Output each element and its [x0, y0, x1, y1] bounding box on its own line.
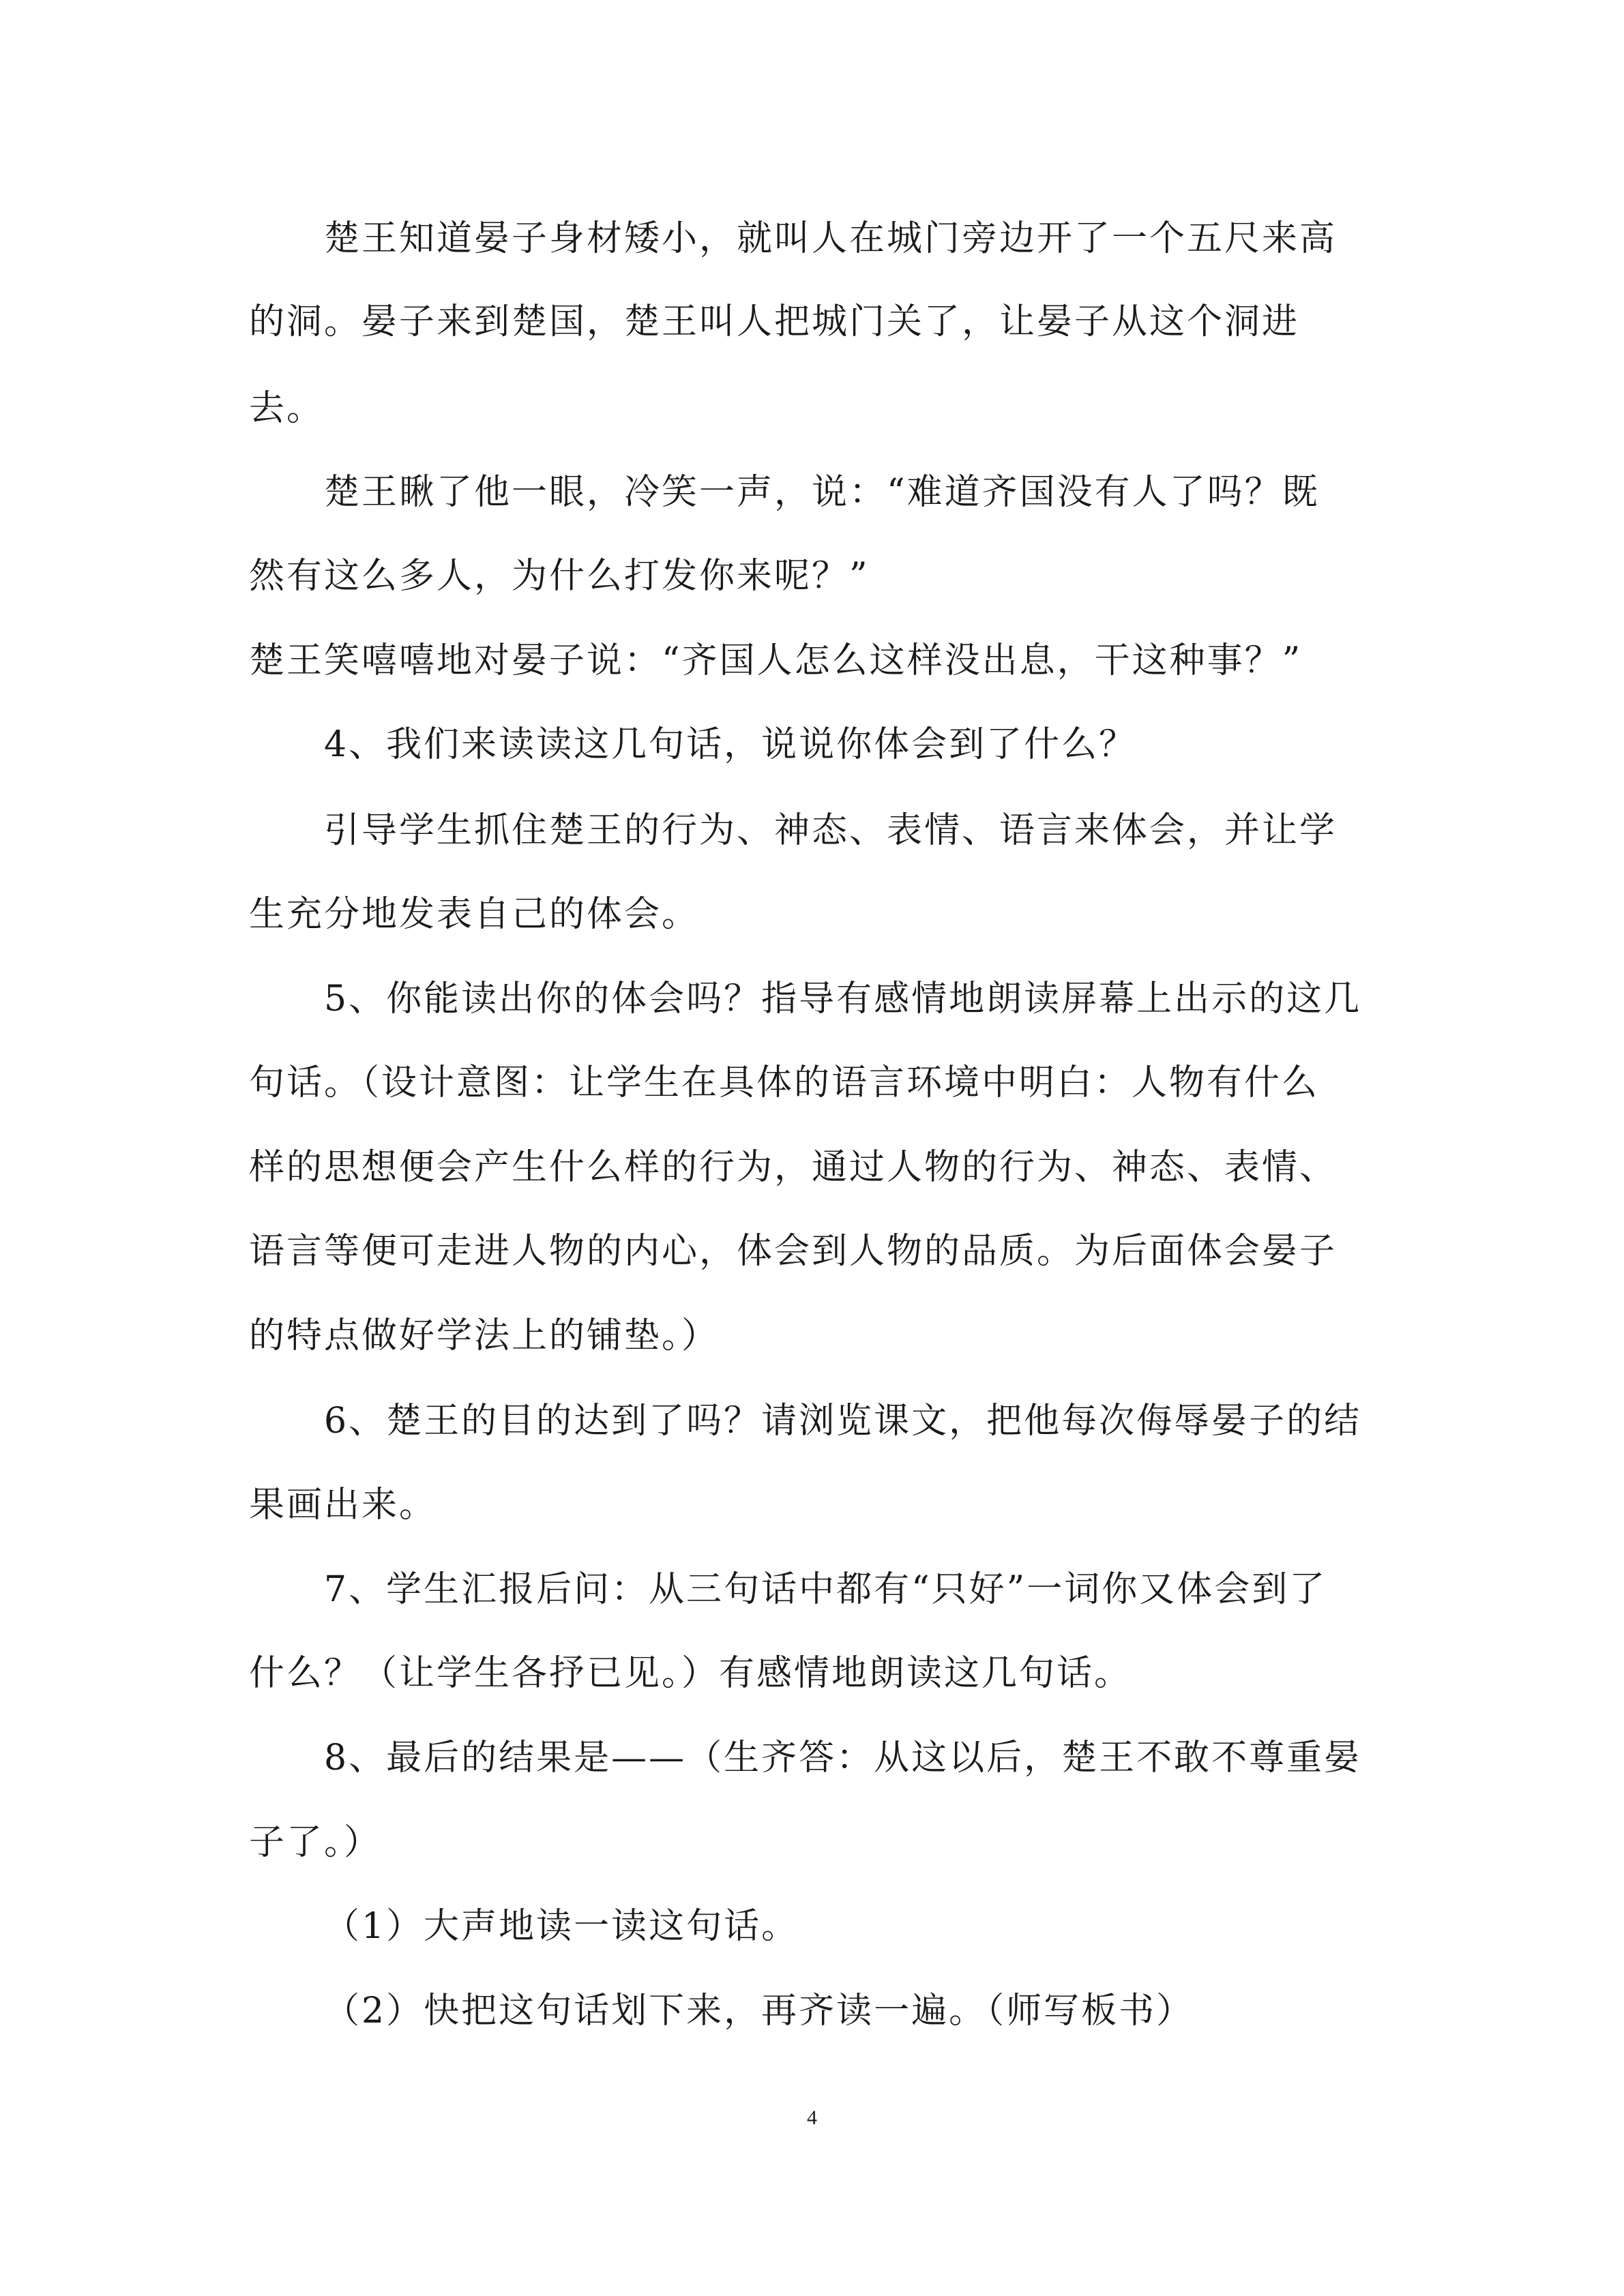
paragraph-line: 果画出来。 — [249, 1485, 437, 1525]
paragraph-line: 然有这么多人，为什么打发你来呢？” — [249, 556, 870, 597]
paragraph-line: 7、学生汇报后问：从三句话中都有“只好”一词你又体会到了 — [324, 1569, 1327, 1610]
paragraph-line: 句话。（设计意图：让学生在具体的语言环境中明白：人物有什么 — [249, 1062, 1320, 1103]
paragraph-line: 楚王瞅了他一眼，冷笑一声，说：“难道齐国没有人了吗？既 — [324, 472, 1320, 513]
paragraph-line: （1）大声地读一读这句话。 — [324, 1906, 799, 1947]
paragraph-line: 楚王笑嘻嘻地对晏子说：“齐国人怎么这样没出息，干这种事？” — [249, 640, 1303, 681]
paragraph-line: 去。 — [249, 388, 325, 429]
paragraph-line: 5、你能读出你的体会吗？指导有感情地朗读屏幕上出示的这几 — [324, 979, 1362, 1019]
paragraph-line: 4、我们来读读这几句话，说说你体会到了什么？ — [324, 724, 1137, 765]
paragraph-line: 楚王知道晏子身材矮小，就叫人在城门旁边开了一个五尺来高 — [324, 218, 1338, 259]
paragraph-line: 8、最后的结果是——（生齐答：从这以后，楚王不敢不尊重晏 — [324, 1738, 1362, 1778]
paragraph-line: 语言等便可走进人物的内心，体会到人物的品质。为后面体会晏子 — [249, 1231, 1338, 1272]
paragraph-line: 样的思想便会产生什么样的行为，通过人物的行为、神态、表情、 — [249, 1147, 1338, 1188]
paragraph-line: 生充分地发表自己的体会。 — [249, 894, 700, 935]
paragraph-line: 子了。） — [249, 1822, 382, 1863]
paragraph-line: 的特点做好学法上的铺垫。） — [249, 1315, 720, 1356]
page-number: 4 — [807, 2106, 817, 2129]
paragraph-line: 什么？（让学生各抒已见。）有感情地朗读这几句话。 — [249, 1653, 1132, 1694]
paragraph-line: 的洞。晏子来到楚国，楚王叫人把城门关了，让晏子从这个洞进 — [249, 301, 1300, 342]
paragraph-line: 6、楚王的目的达到了吗？请浏览课文，把他每次侮辱晏子的结 — [324, 1401, 1362, 1442]
paragraph-line: 引导学生抓住楚王的行为、神态、表情、语言来体会，并让学 — [324, 810, 1338, 851]
paragraph-line: （2）快把这句话划下来，再齐读一遍。（师写板书） — [324, 1991, 1194, 2031]
